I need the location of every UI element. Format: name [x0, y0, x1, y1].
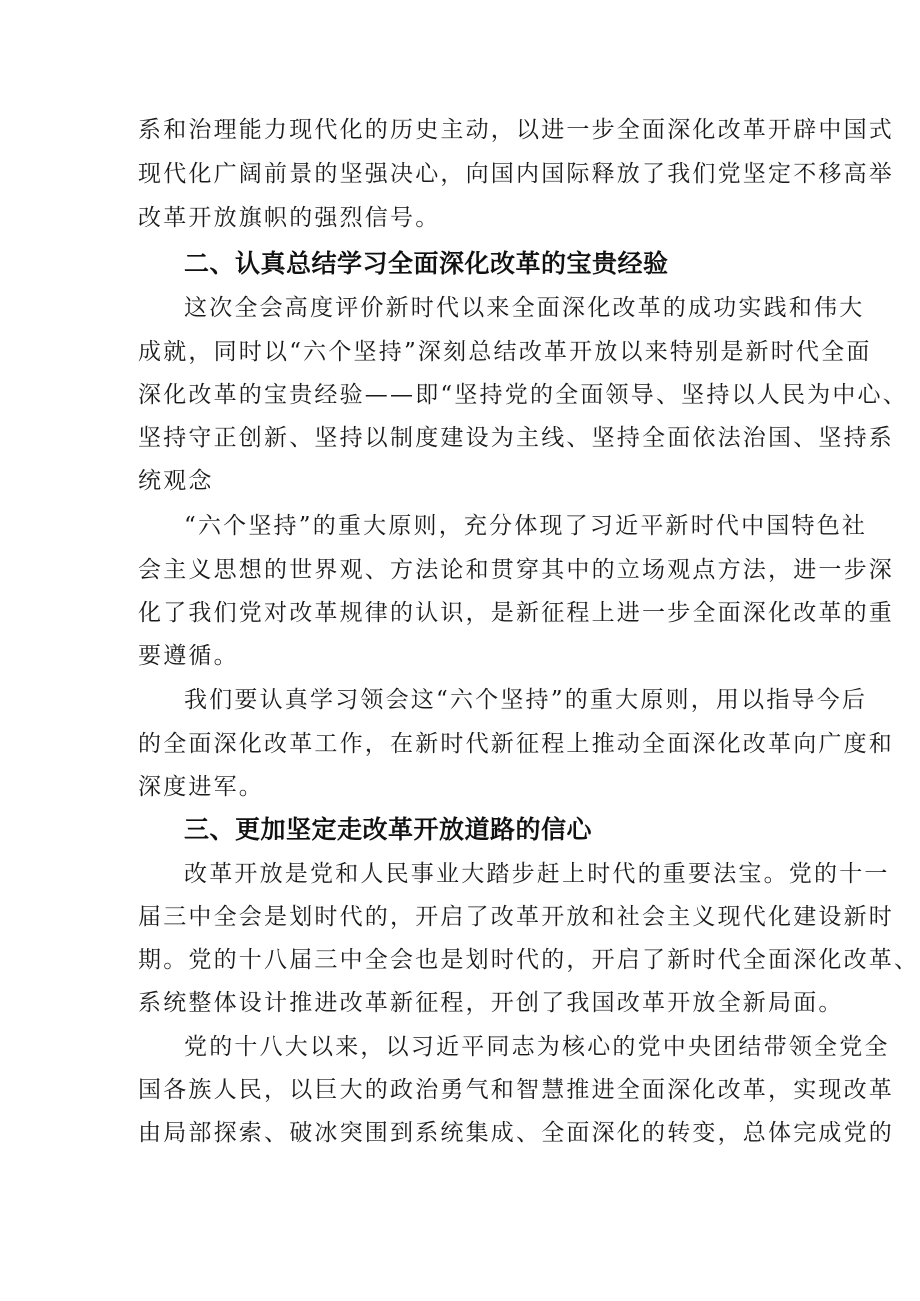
section-heading: 三、更加坚定走改革开放道路的信心: [184, 815, 593, 844]
body-text-line: 深度进军。: [138, 774, 264, 800]
body-text-line: 现代化广阔前景的坚强决心，向国内国际释放了我们党坚定不移高举: [138, 161, 894, 187]
body-text-line: 系和治理能力现代化的历史主动，以进一步全面深化改革开辟中国式: [138, 117, 894, 143]
body-text-line: 改革开放旗帜的强烈信号。: [138, 205, 441, 231]
body-text-line: 党的十八大以来，以习近平同志为核心的党中央团结带领全党全: [184, 1034, 890, 1060]
body-text-line: 改革开放是党和人民事业大踏步赶上时代的重要法宝。党的十一: [184, 861, 890, 887]
body-text-line: 届三中全会是划时代的，开启了改革开放和社会主义现代化建设新时: [138, 904, 894, 930]
body-text-line: 会主义思想的世界观、方法论和贯穿其中的立场观点方法，进一步深: [138, 557, 894, 583]
body-text-line: 坚持守正创新、坚持以制度建设为主线、坚持全面依法治国、坚持系: [138, 425, 894, 451]
body-text-line: 系统整体设计推进改革新征程，开创了我国改革开放全新局面。: [138, 990, 844, 1016]
body-text-line: 国各族人民，以巨大的政治勇气和智慧推进全面深化改革，实现改革: [138, 1077, 894, 1103]
body-text-line: 成就，同时以“六个坚持”深刻总结改革开放以来特别是新时代全面: [138, 339, 872, 365]
body-text-line: 化了我们党对改革规律的认识，是新征程上进一步全面深化改革的重: [138, 600, 894, 626]
body-text-line: “六个坚持”的重大原则，充分体现了习近平新时代中国特色社: [184, 513, 868, 539]
body-text-line: 这次全会高度评价新时代以来全面深化改革的成功实践和伟大: [184, 295, 865, 321]
body-text-line: 由局部探索、破冰突围到系统集成、全面深化的转变，总体完成党的: [138, 1120, 894, 1146]
section-heading: 二、认真总结学习全面深化改革的宝贵经验: [184, 249, 669, 278]
body-text-line: 深化改革的宝贵经验——即“坚持党的全面领导、坚持以人民为中心、: [138, 382, 908, 408]
body-text-line: 我们要认真学习领会这“六个坚持”的重大原则，用以指导今后: [184, 687, 868, 713]
body-text-line: 要遵循。: [138, 643, 239, 669]
body-text-line: 期。党的十八届三中全会也是划时代的，开启了新时代全面深化改革、: [138, 947, 920, 973]
body-text-line: 的全面深化改革工作，在新时代新征程上推动全面深化改革向广度和: [138, 731, 894, 757]
body-text-line: 统观念: [138, 468, 214, 494]
